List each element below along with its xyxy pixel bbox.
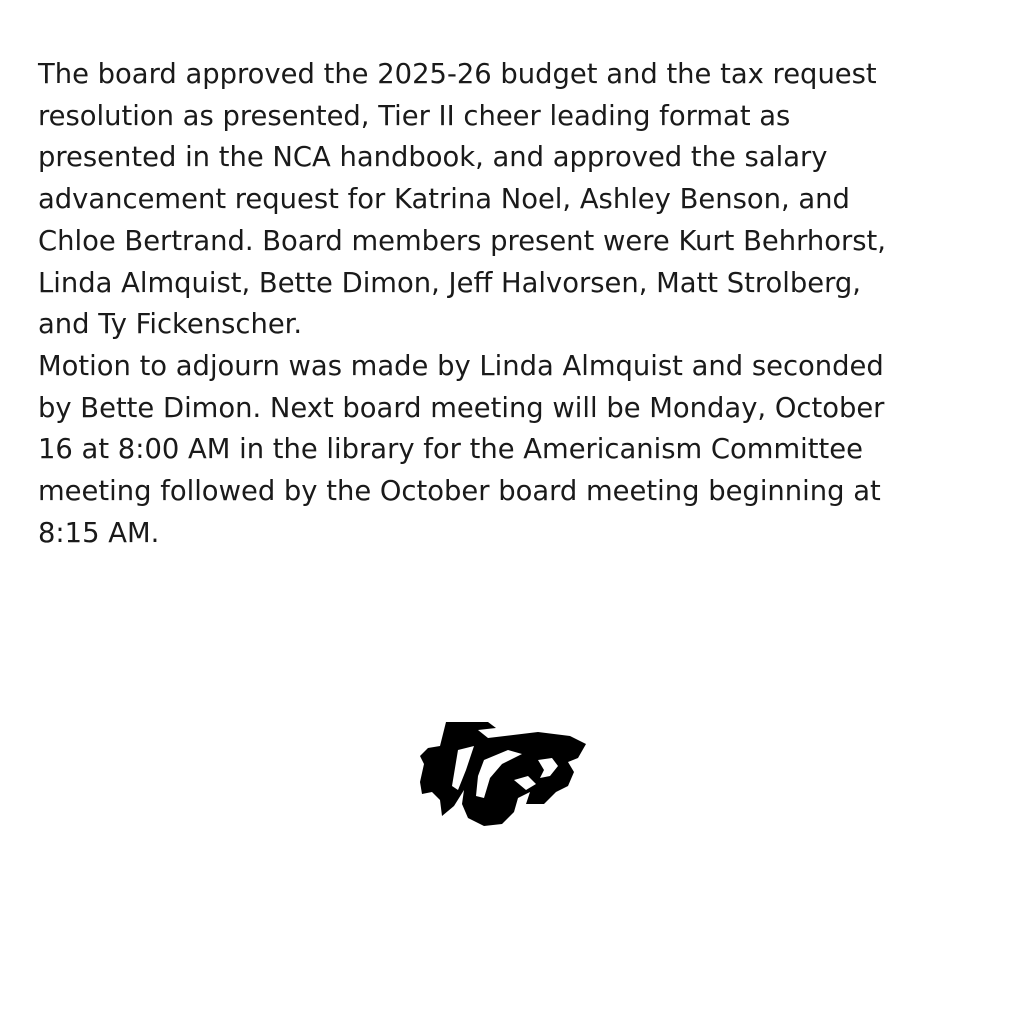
paragraph-approvals [38,54,968,346]
text-line: The board approved the 2025-26 budget and the tax request [38,59,877,90]
text-line: Linda Almquist, Bette Dimon, Jeff Halvorsen, Matt Strolberg, [38,267,862,299]
text-line: presented in the NCA handbook, and approved the salary [38,142,828,174]
text-line: 8:15 AM. [38,517,160,549]
text-line: advancement request for Katrina Noel, Ashley Benson, and [38,184,850,216]
text-line: 16 at 8:00 AM in the library for the Americanism Committee [38,434,863,466]
meeting-minutes-text [38,54,968,554]
text-line: resolution as presented, Tier II cheer leading format as [38,100,791,132]
text-line: Motion to adjourn was made by Linda Almquist and seconded [38,350,884,382]
text-line: Chloe Bertrand. Board members present were Kurt Behrhorst, [38,225,886,257]
text-line: by Bette Dimon. Next board meeting will be Monday, October [38,392,885,424]
wildcat-logo-icon [418,720,588,830]
paragraph-adjournment [38,346,968,555]
text-line: meeting followed by the October board meeting beginning at [38,476,881,508]
text-line: and Ty Fickenscher. [38,309,303,341]
wildcat-head-icon [418,720,588,830]
